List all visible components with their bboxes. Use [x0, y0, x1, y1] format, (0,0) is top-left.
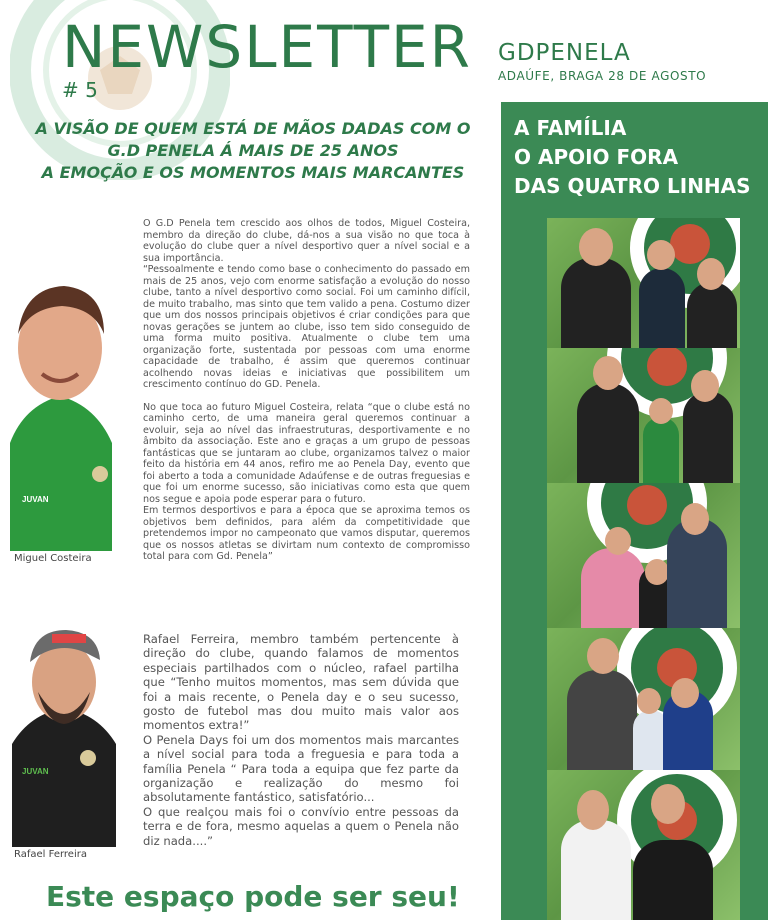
miguel-costeira-photo [4, 278, 116, 551]
sidebar-title-line-2: O APOIO FORA [514, 145, 679, 169]
article-miguel-costeira [143, 218, 470, 563]
article-headline [14, 118, 492, 184]
dateline: ADAÚFE, BRAGA 28 DE AGOSTO [498, 69, 707, 83]
article2-paragraph-1: Rafael Ferreira, membro também pertencente à direção do clube, quando falamos de momentos especiais partilhados com o núcleo, rafael partilha que “Tenho muitos momentos, mas sem dúvida que foi a mais recente, o Penela day e o seu sucesso, gosto de futebol mas dou muito mais valor aos momentos extra!” [143, 632, 459, 733]
family-photo-2 [547, 348, 740, 483]
newsletter-title: NEWSLETTER [62, 13, 472, 81]
family-photo-5 [547, 770, 740, 920]
headline-line-2: G.D PENELA Á MAIS DE 25 ANOS [107, 141, 399, 160]
svg-text:JUVAN: JUVAN [22, 495, 49, 504]
photo-caption-rafael: Rafael Ferreira [14, 849, 87, 860]
family-photo-3 [547, 483, 740, 628]
family-photo-1 [547, 218, 740, 348]
sidebar-title [514, 114, 751, 201]
photo-caption-miguel: Miguel Costeira [14, 553, 92, 564]
article1-paragraph-3: No que toca ao futuro Miguel Costeira, relata “que o clube está no caminho certo, de uma maneira geral queremos continuar a evoluir, seja ao nível das infraestruturas, desportivamente e no âmbito da associação. Este ano e graças a um grupo de pessoas fantásticas que se juntaram ao clube, organizamos talvez o maior feito da história em 44 anos, refiro me ao Penela Day, evento que foi aberto a toda a comunidade Adaúfense e de outras freguesias e que foi um enorme sucesso, são iniciativas como esta que quem nos segue e apoia pode esperar para o futuro. [143, 401, 470, 505]
headline-line-1: A VISÃO DE QUEM ESTÁ DE MÃOS DADAS COM O [35, 119, 471, 138]
sidebar-title-line-3: DAS QUATRO LINHAS [514, 174, 751, 198]
headline-line-3: A EMOÇÃO E OS MOMENTOS MAIS MARCANTES [41, 163, 465, 182]
sidebar-title-line-1: A FAMÍLIA [514, 116, 627, 140]
family-photo-4 [547, 628, 740, 770]
club-name: GDPENELA [498, 40, 631, 66]
ad-space-banner: Este espaço pode ser seu! [46, 880, 460, 913]
issue-number: # 5 [62, 78, 98, 102]
rafael-ferreira-photo [12, 626, 116, 847]
article-rafael-ferreira [143, 632, 459, 848]
svg-text:JUVAN: JUVAN [22, 767, 49, 776]
article2-paragraph-2: O Penela Days foi um dos momentos mais marcantes a nível social para toda a freguesia e para toda a família Penela “ Para toda a equipa que fez parte da organização e realização do mesmo foi absolutamente fantástico, satisfatório... [143, 732, 459, 805]
article1-paragraph-2: “Pessoalmente e tendo como base o conhecimento do passado em mais de 25 anos, vejo com enorme satisfação a evolução do nosso clube, tanto a nível desportivo como social. Foi um caminho difícil, de muito trabalho, mas sinto que tem valido a pena. Costumo dizer que um dos nossos principais objetivos é criar condições para que novas gerações se juntem ao clube, isso tem sido conseguido de uma forma muito positiva. Atualmente o clube tem uma organização forte, sustentada por pessoas com uma enorme capacidade de trabalho, é assim que queremos continuar acolhendo novas ideias e iniciativas que possibilitem um crescimento contínuo do GD. Penela. [143, 264, 470, 390]
article1-paragraph-4: Em termos desportivos e para a época que se aproxima temos os objetivos bem definidos, para além da competitividade que pretendemos impor no campeonato que vamos disputar, queremos que os nossos atletas se divirtam num contexto de compromisso total para com Gd. Penela” [143, 505, 470, 562]
article1-paragraph-1: O G.D Penela tem crescido aos olhos de todos, Miguel Costeira, membro da direção do clube, dá-nos a sua visão no que toca à evolução do clube quer a nível desportivo quer a nível social e a sua importância. [143, 218, 470, 264]
article2-paragraph-3: O que realçou mais foi o convívio entre pessoas da terra e de fora, mesmo aquelas a quem o Penela não diz nada....” [143, 804, 459, 848]
